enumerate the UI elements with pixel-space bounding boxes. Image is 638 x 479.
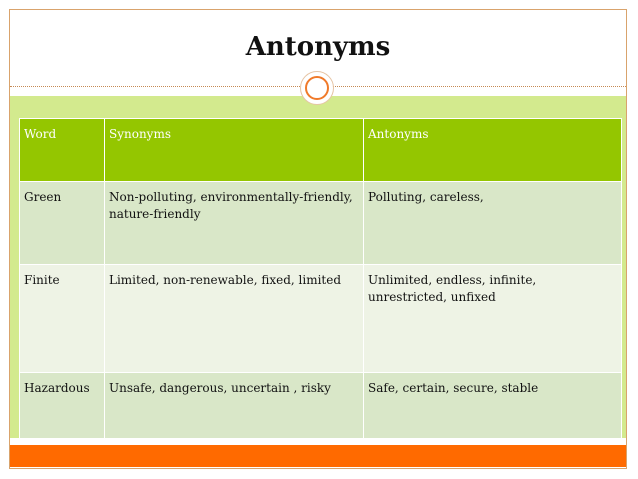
- table-row: [20, 182, 622, 265]
- cell-antonyms: Unlimited, endless, infinite, unrestricted, unfixed: [364, 265, 622, 373]
- cell-antonyms: Polluting, careless,: [364, 182, 622, 265]
- header-synonyms: Synonyms: [105, 119, 364, 182]
- cell-synonyms: Limited, non-renewable, fixed, limited: [105, 265, 364, 373]
- cell-antonyms: Safe, certain, secure, stable: [364, 373, 622, 439]
- header-antonyms: Antonyms: [364, 119, 622, 182]
- slide-title: Antonyms: [245, 32, 391, 62]
- cell-word: Hazardous: [20, 373, 105, 439]
- antonyms-table: [19, 118, 622, 439]
- circle-ornament-inner-icon: [305, 76, 329, 100]
- table-row: [20, 265, 622, 373]
- cell-word: Finite: [20, 265, 105, 373]
- footer-band: [10, 445, 626, 467]
- cell-synonyms: Non-polluting, environmentally-friendly, nature-friendly: [105, 182, 364, 265]
- table-row: [20, 373, 622, 439]
- cell-word: Green: [20, 182, 105, 265]
- cell-synonyms: Unsafe, dangerous, uncertain , risky: [105, 373, 364, 439]
- header-word: Word: [20, 119, 105, 182]
- table-header-row: [20, 119, 622, 182]
